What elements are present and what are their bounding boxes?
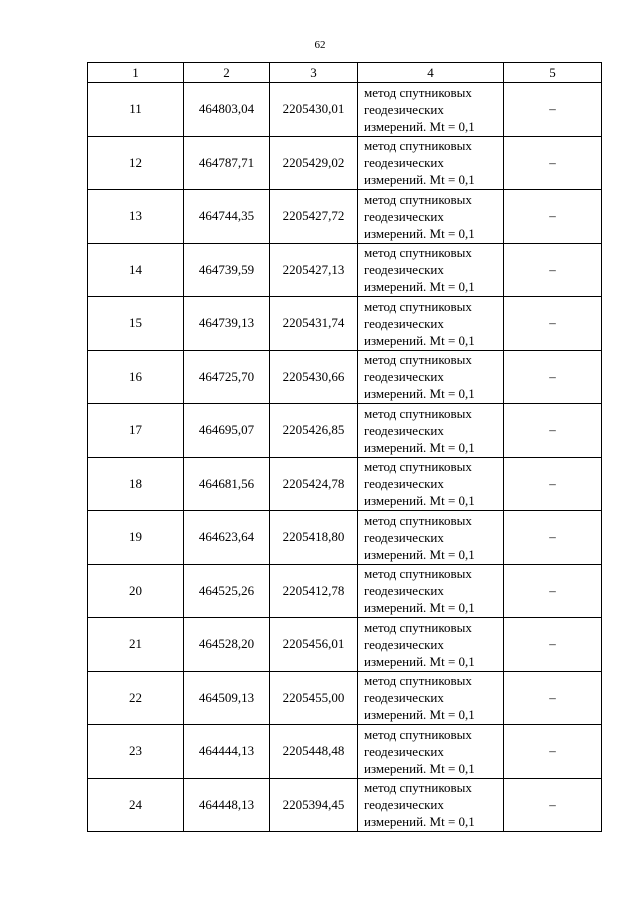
method-line: геодезических [364, 476, 444, 492]
method-line: метод спутниковых [364, 84, 472, 100]
method-line: измерений. Mt = 0,1 [364, 225, 475, 241]
point-number-cell: 17 [88, 404, 184, 458]
method-line: метод спутниковых [364, 459, 472, 475]
method-line: метод спутниковых [364, 352, 472, 368]
note-cell: – [504, 404, 602, 458]
x-coordinate-cell: 464725,70 [184, 350, 270, 404]
note-cell: – [504, 190, 602, 244]
y-coordinate-cell: 2205427,13 [270, 243, 358, 297]
point-number-cell: 15 [88, 297, 184, 351]
note-cell: – [504, 618, 602, 672]
note-cell: – [504, 457, 602, 511]
method-line: геодезических [364, 101, 444, 117]
column-header: 3 [270, 63, 358, 83]
x-coordinate-cell: 464444,13 [184, 725, 270, 779]
table-row [88, 190, 602, 244]
x-coordinate-cell: 464528,20 [184, 618, 270, 672]
column-header: 2 [184, 63, 270, 83]
method-cell [358, 671, 504, 725]
note-cell: – [504, 564, 602, 618]
y-coordinate-cell: 2205430,01 [270, 83, 358, 137]
column-header: 4 [358, 63, 504, 83]
method-cell [358, 190, 504, 244]
method-line: измерений. Mt = 0,1 [364, 814, 475, 830]
point-number-cell: 14 [88, 243, 184, 297]
table-row [88, 725, 602, 779]
method-line: метод спутниковых [364, 619, 472, 635]
method-line: метод спутниковых [364, 405, 472, 421]
column-header: 1 [88, 63, 184, 83]
point-number-cell: 13 [88, 190, 184, 244]
method-line: метод спутниковых [364, 673, 472, 689]
x-coordinate-cell: 464787,71 [184, 136, 270, 190]
method-line: измерений. Mt = 0,1 [364, 332, 475, 348]
point-number-cell: 18 [88, 457, 184, 511]
method-line: метод спутниковых [364, 191, 472, 207]
y-coordinate-cell: 2205424,78 [270, 457, 358, 511]
y-coordinate-cell: 2205430,66 [270, 350, 358, 404]
method-line: геодезических [364, 315, 444, 331]
y-coordinate-cell: 2205448,48 [270, 725, 358, 779]
x-coordinate-cell: 464448,13 [184, 778, 270, 832]
method-line: метод спутниковых [364, 780, 472, 796]
point-number-cell: 11 [88, 83, 184, 137]
method-line: измерений. Mt = 0,1 [364, 279, 475, 295]
method-line: измерений. Mt = 0,1 [364, 600, 475, 616]
method-line: измерений. Mt = 0,1 [364, 439, 475, 455]
table-row [88, 511, 602, 565]
point-number-cell: 21 [88, 618, 184, 672]
page-number: 62 [314, 39, 326, 51]
method-line: измерений. Mt = 0,1 [364, 118, 475, 134]
point-number-cell: 22 [88, 671, 184, 725]
method-line: геодезических [364, 529, 444, 545]
method-line: геодезических [364, 690, 444, 706]
note-cell: – [504, 136, 602, 190]
y-coordinate-cell: 2205429,02 [270, 136, 358, 190]
table-row [88, 404, 602, 458]
x-coordinate-cell: 464744,35 [184, 190, 270, 244]
point-number-cell: 12 [88, 136, 184, 190]
note-cell: – [504, 350, 602, 404]
table-row [88, 243, 602, 297]
method-line: метод спутниковых [364, 512, 472, 528]
y-coordinate-cell: 2205394,45 [270, 778, 358, 832]
note-cell: – [504, 83, 602, 137]
method-cell [358, 564, 504, 618]
note-cell: – [504, 778, 602, 832]
point-number-cell: 24 [88, 778, 184, 832]
note-cell: – [504, 297, 602, 351]
column-header: 5 [504, 63, 602, 83]
note-cell: – [504, 511, 602, 565]
method-line: метод спутниковых [364, 726, 472, 742]
table-body [88, 83, 602, 832]
method-line: метод спутниковых [364, 138, 472, 154]
method-line: измерений. Mt = 0,1 [364, 172, 475, 188]
table-header-row [88, 63, 602, 83]
x-coordinate-cell: 464803,04 [184, 83, 270, 137]
note-cell: – [504, 725, 602, 779]
y-coordinate-cell: 2205431,74 [270, 297, 358, 351]
method-line: измерений. Mt = 0,1 [364, 760, 475, 776]
method-line: геодезических [364, 743, 444, 759]
method-cell [358, 83, 504, 137]
method-cell [358, 511, 504, 565]
point-number-cell: 16 [88, 350, 184, 404]
method-line: измерений. Mt = 0,1 [364, 546, 475, 562]
y-coordinate-cell: 2205456,01 [270, 618, 358, 672]
table-row [88, 136, 602, 190]
point-number-cell: 23 [88, 725, 184, 779]
method-cell [358, 778, 504, 832]
table-row [88, 618, 602, 672]
method-line: измерений. Mt = 0,1 [364, 386, 475, 402]
y-coordinate-cell: 2205455,00 [270, 671, 358, 725]
y-coordinate-cell: 2205412,78 [270, 564, 358, 618]
method-cell [358, 350, 504, 404]
y-coordinate-cell: 2205426,85 [270, 404, 358, 458]
y-coordinate-cell: 2205418,80 [270, 511, 358, 565]
table-row [88, 350, 602, 404]
method-cell [358, 243, 504, 297]
method-line: геодезических [364, 155, 444, 171]
method-line: измерений. Mt = 0,1 [364, 707, 475, 723]
method-line: геодезических [364, 369, 444, 385]
method-line: метод спутниковых [364, 245, 472, 261]
method-line: измерений. Mt = 0,1 [364, 653, 475, 669]
table-row [88, 457, 602, 511]
table-row [88, 564, 602, 618]
x-coordinate-cell: 464739,13 [184, 297, 270, 351]
x-coordinate-cell: 464739,59 [184, 243, 270, 297]
method-line: геодезических [364, 636, 444, 652]
method-line: геодезических [364, 208, 444, 224]
table-row [88, 778, 602, 832]
method-cell [358, 404, 504, 458]
method-cell [358, 136, 504, 190]
method-cell [358, 297, 504, 351]
table-row [88, 297, 602, 351]
method-line: геодезических [364, 262, 444, 278]
method-line: метод спутниковых [364, 298, 472, 314]
point-number-cell: 20 [88, 564, 184, 618]
method-cell [358, 725, 504, 779]
method-line: метод спутниковых [364, 566, 472, 582]
method-line: геодезических [364, 422, 444, 438]
x-coordinate-cell: 464525,26 [184, 564, 270, 618]
x-coordinate-cell: 464623,64 [184, 511, 270, 565]
method-line: измерений. Mt = 0,1 [364, 493, 475, 509]
method-line: геодезических [364, 797, 444, 813]
x-coordinate-cell: 464695,07 [184, 404, 270, 458]
method-line: геодезических [364, 583, 444, 599]
note-cell: – [504, 671, 602, 725]
method-cell [358, 457, 504, 511]
x-coordinate-cell: 464681,56 [184, 457, 270, 511]
table-row [88, 671, 602, 725]
table-row [88, 83, 602, 137]
x-coordinate-cell: 464509,13 [184, 671, 270, 725]
y-coordinate-cell: 2205427,72 [270, 190, 358, 244]
note-cell: – [504, 243, 602, 297]
method-cell [358, 618, 504, 672]
point-number-cell: 19 [88, 511, 184, 565]
coordinates-table [87, 62, 602, 832]
